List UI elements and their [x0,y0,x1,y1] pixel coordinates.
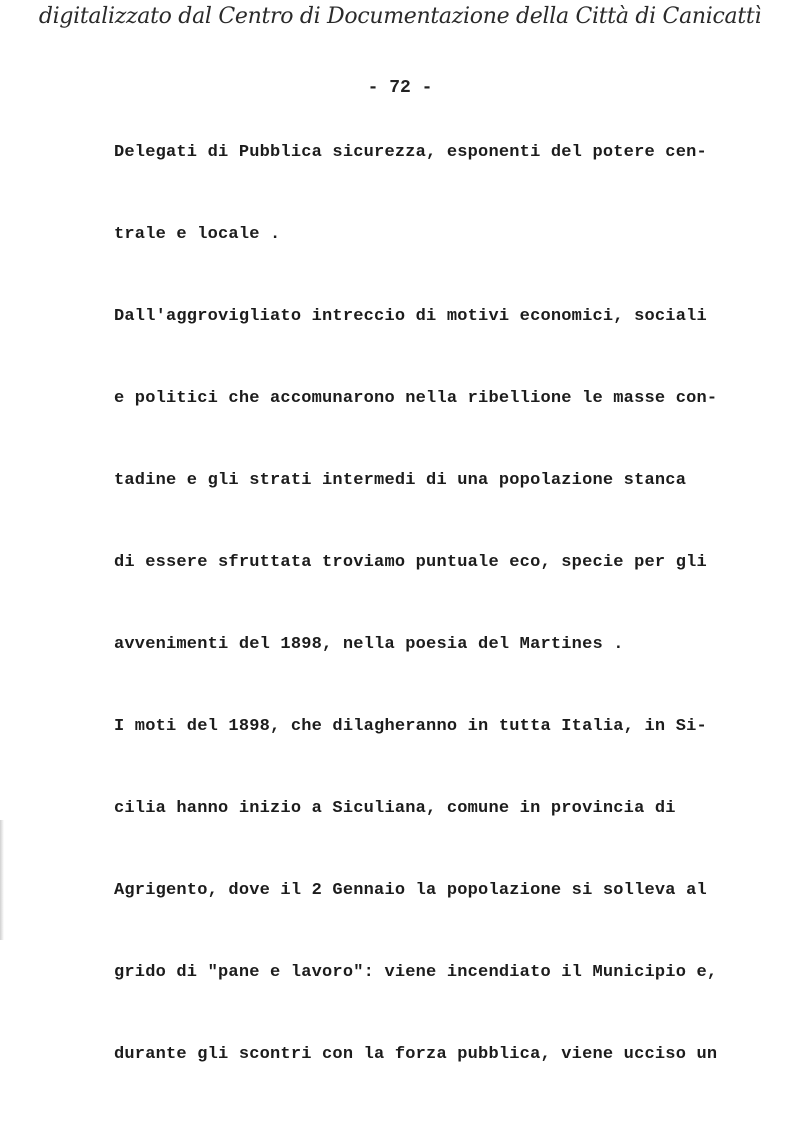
text-line: Delegati di Pubblica sicurezza, esponenti del potere cen- [114,143,707,162]
text-line: e politici che accomunarono nella ribellione le masse con- [114,389,718,408]
typewritten-body [114,143,734,1127]
text-line: trale e locale . [114,225,281,244]
text-line: avvenimenti del 1898, nella poesia del Martines . [114,635,624,654]
text-line: durante gli scontri con la forza pubblica, viene ucciso un [114,1045,718,1064]
text-line: cilia hanno inizio a Siculiana, comune in provincia di [114,799,676,818]
page-number: - 72 - [367,78,433,98]
text-line: I moti del 1898, che dilagheranno in tutta Italia, in Si- [114,717,707,736]
text-line: tadine e gli strati intermedi di una popolazione stanca [114,471,687,490]
text-line: grido di "pane e lavoro": viene incendiato il Municipio e, [114,963,718,982]
digitization-watermark: digitalizzato dal Centro di Documentazione della Città di Canicattì [38,4,762,29]
text-line: Agrigento, dove il 2 Gennaio la popolazione si solleva al [114,881,707,900]
scan-edge-shadow [0,820,4,940]
text-line: di essere sfruttata troviamo puntuale eco, specie per gli [114,553,707,572]
text-line: Dall'aggrovigliato intreccio di motivi economici, sociali [114,307,707,326]
